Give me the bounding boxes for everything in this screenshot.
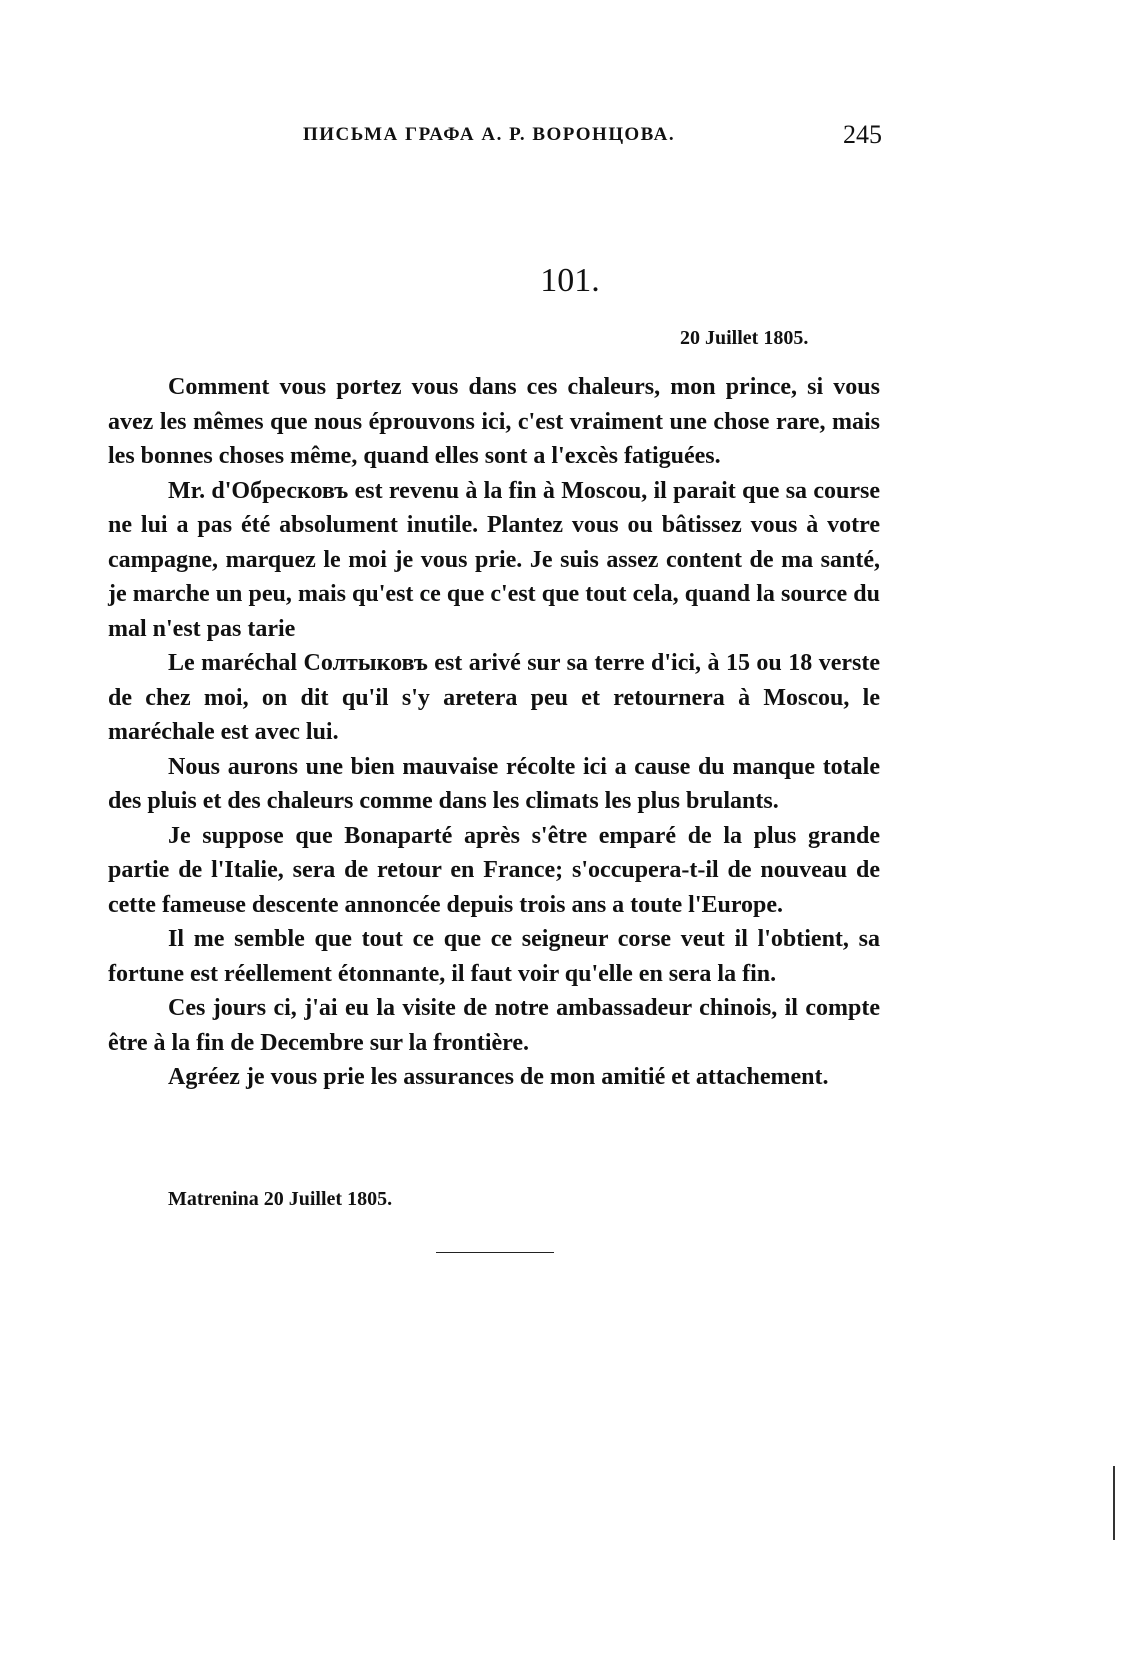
paragraph: Il me semble que tout ce que ce seigneur corse veut il l'obtient, sa fortune est réellement étonnante, il faut voir qu'elle en sera la fin. — [108, 926, 880, 987]
paragraph: Nous aurons une bien mauvaise récolte ici a cause du manque totale des pluis et des chaleurs comme dans les climats les plus brulants. — [108, 753, 880, 814]
running-title: ПИСЬМА ГРАФА А. Р. ВОРОНЦОВА. — [303, 124, 676, 145]
letter-number: 101. — [540, 262, 600, 299]
paragraph: Le maréchal Солтыковъ est arivé sur sa terre d'ici, à 15 ou 18 verste de chez moi, on dit qu'il s'y aretera peu et retournera à Moscou, le maréchale est avec lui. — [108, 650, 880, 745]
paragraph: Comment vous portez vous dans ces chaleurs, mon prince, si vous avez les mêmes que nous éprouvons ici, c'est vraiment une chose rare, mais les bonnes choses même, quand elles sont a l'excès fatiguées. — [108, 374, 880, 469]
paragraph: Ces jours ci, j'ai eu la visite de notre ambassadeur chinois, il compte être à la fin de Decembre sur la frontière. — [108, 995, 880, 1056]
running-head — [0, 120, 1140, 152]
page-number: 245 — [843, 120, 882, 149]
paragraph: Mr. d'Обресковъ est revenu à la fin à Moscou, il parait que sa course ne lui a pas été absolument inutile. Plantez vous ou bâtissez vous à votre campagne, marquez le moi je vous prie. Je suis assez content de ma santé, je marche un peu, mais qu'est ce que c'est que tout cela, quand la source du mal n'est pas tarie — [108, 477, 880, 642]
letter-body — [108, 370, 880, 1095]
letter-date: 20 Juillet 1805. — [680, 327, 809, 349]
margin-bar — [1113, 1466, 1115, 1540]
end-rule — [436, 1252, 554, 1253]
signature-line: Matrenina 20 Juillet 1805. — [168, 1188, 393, 1210]
paragraph: Je suppose que Bonaparté après s'être emparé de la plus grande partie de l'Italie, sera de retour en France; s'occupera-t-il de nouveau de cette fameuse descente annoncée depuis trois ans a toute l'Europe. — [108, 822, 880, 918]
paragraph: Agréez je vous prie les assurances de mon amitié et attachement. — [168, 1064, 829, 1090]
